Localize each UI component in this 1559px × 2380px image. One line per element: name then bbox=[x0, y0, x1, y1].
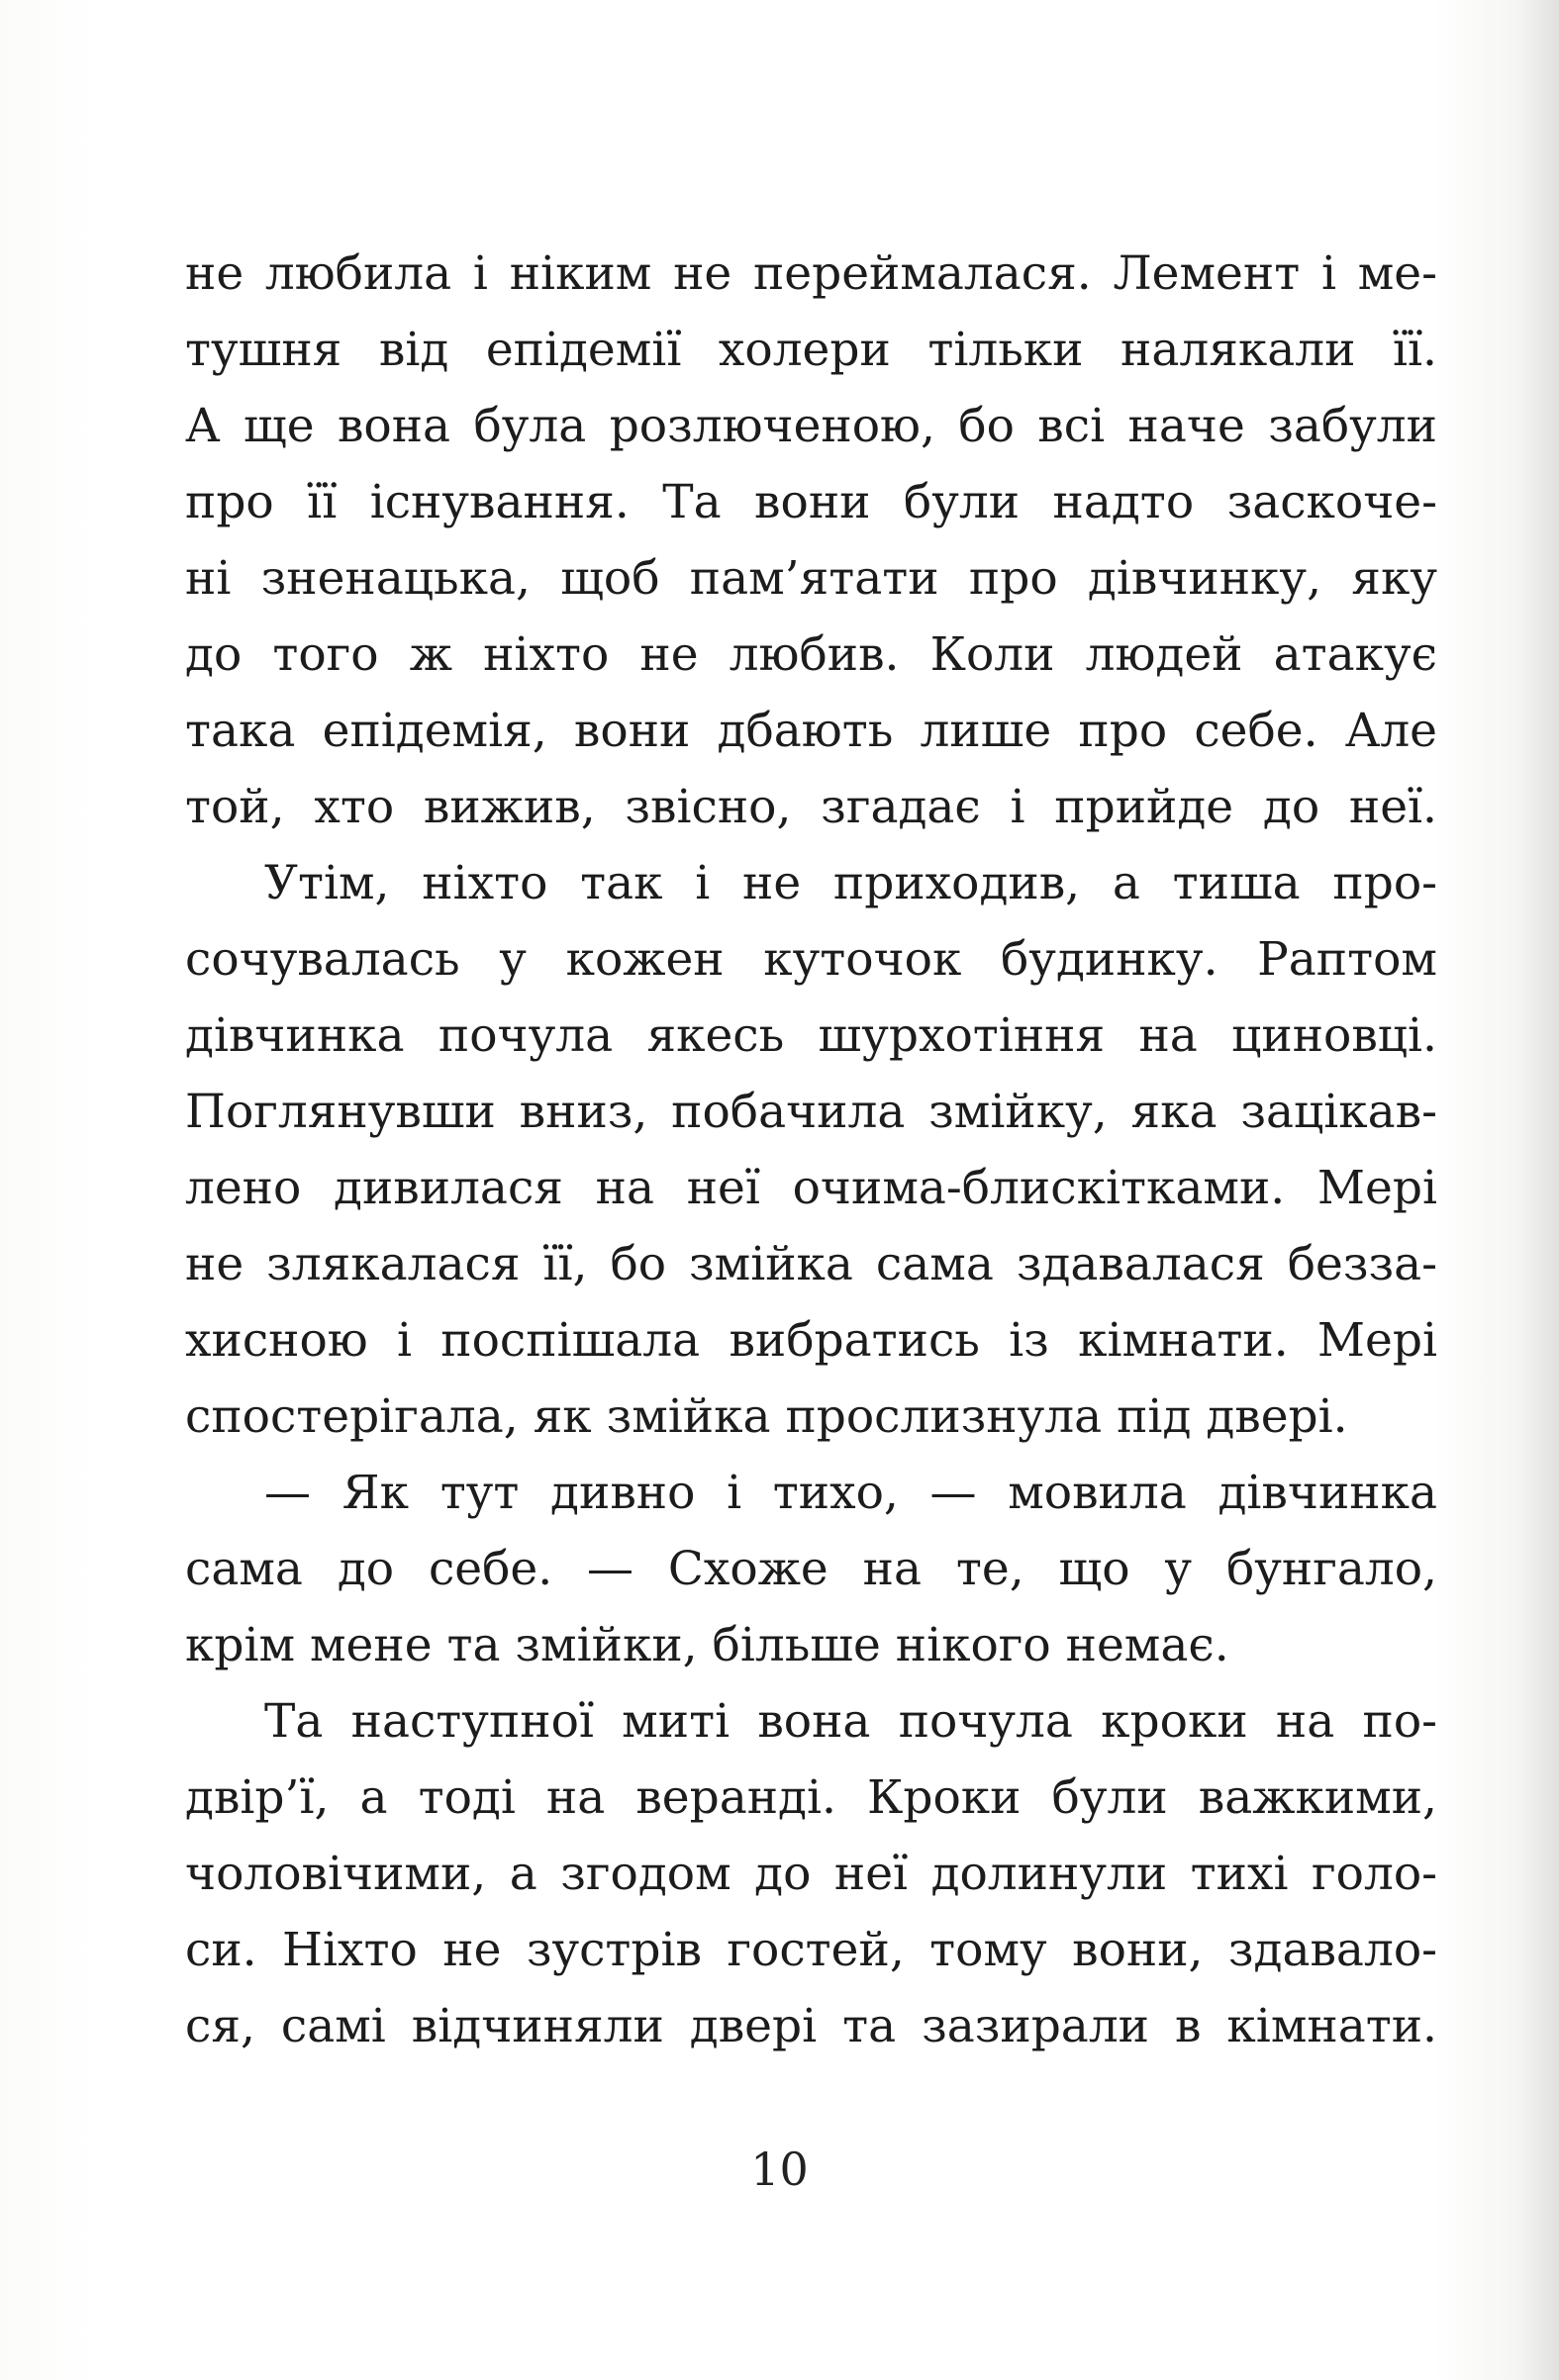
page-number: 10 bbox=[750, 2142, 809, 2196]
paragraph-first-line: Та наступної миті вона почула кроки на по- bbox=[264, 1694, 1437, 1749]
text-line: си. Ніхто не зустрів гостей, тому вони, здавало- bbox=[185, 1923, 1437, 1977]
text-line: ся, самі відчиняли двері та зазирали в кімнати. bbox=[185, 1999, 1437, 2053]
text-line: не любила і ніким не переймалася. Лемент і ме- bbox=[185, 246, 1437, 301]
page-edge-shadow bbox=[1519, 0, 1559, 2380]
text-line: до того ж ніхто не любив. Коли людей атакує bbox=[185, 627, 1437, 682]
text-line: сочувалась у кожен куточок будинку. Раптом bbox=[185, 932, 1437, 987]
body-text bbox=[185, 236, 1437, 2064]
text-line: дівчинка почула якесь шурхотіння на циновці. bbox=[185, 1008, 1437, 1063]
text-line: не злякалася її, бо змійка сама здавалася безза- bbox=[185, 1237, 1437, 1291]
paragraph-last-line: спостерігала, як змійка прослизнула під двері. bbox=[185, 1389, 1348, 1444]
text-line: той, хто вижив, звісно, згадає і прийде до неї. bbox=[185, 780, 1437, 834]
text-line: про її існування. Та вони були надто заскоче- bbox=[185, 475, 1437, 529]
text-line: лено дивилася на неї очима-блискітками. Мері bbox=[185, 1161, 1437, 1215]
text-line: тушня від епідемії холери тільки налякали її. bbox=[185, 323, 1437, 377]
dialogue-last-line: крім мене та змійки, більше нікого немає. bbox=[185, 1618, 1229, 1672]
text-line: двір’ї, а тоді на веранді. Кроки були важкими, bbox=[185, 1770, 1437, 1825]
text-line: ні зненацька, щоб пам’ятати про дівчинку, яку bbox=[185, 551, 1437, 606]
text-line: Поглянувши вниз, побачила змійку, яка зацікав- bbox=[185, 1085, 1437, 1139]
text-line: чоловічими, а згодом до неї долинули тихі голо- bbox=[185, 1847, 1437, 1901]
dialogue-line: — Як тут дивно і тихо, — мовила дівчинка bbox=[264, 1466, 1437, 1520]
paragraph-first-line: Утім, ніхто так і не приходив, а тиша про- bbox=[264, 856, 1437, 910]
text-line: хисною і поспішала вибратись із кімнати. Мері bbox=[185, 1313, 1437, 1368]
text-line: така епідемія, вони дбають лише про себе. Але bbox=[185, 704, 1437, 758]
text-line: А ще вона була розлюченою, бо всі наче забули bbox=[185, 399, 1437, 453]
dialogue-line: сама до себе. — Схоже на те, що у бунгало, bbox=[185, 1542, 1437, 1596]
